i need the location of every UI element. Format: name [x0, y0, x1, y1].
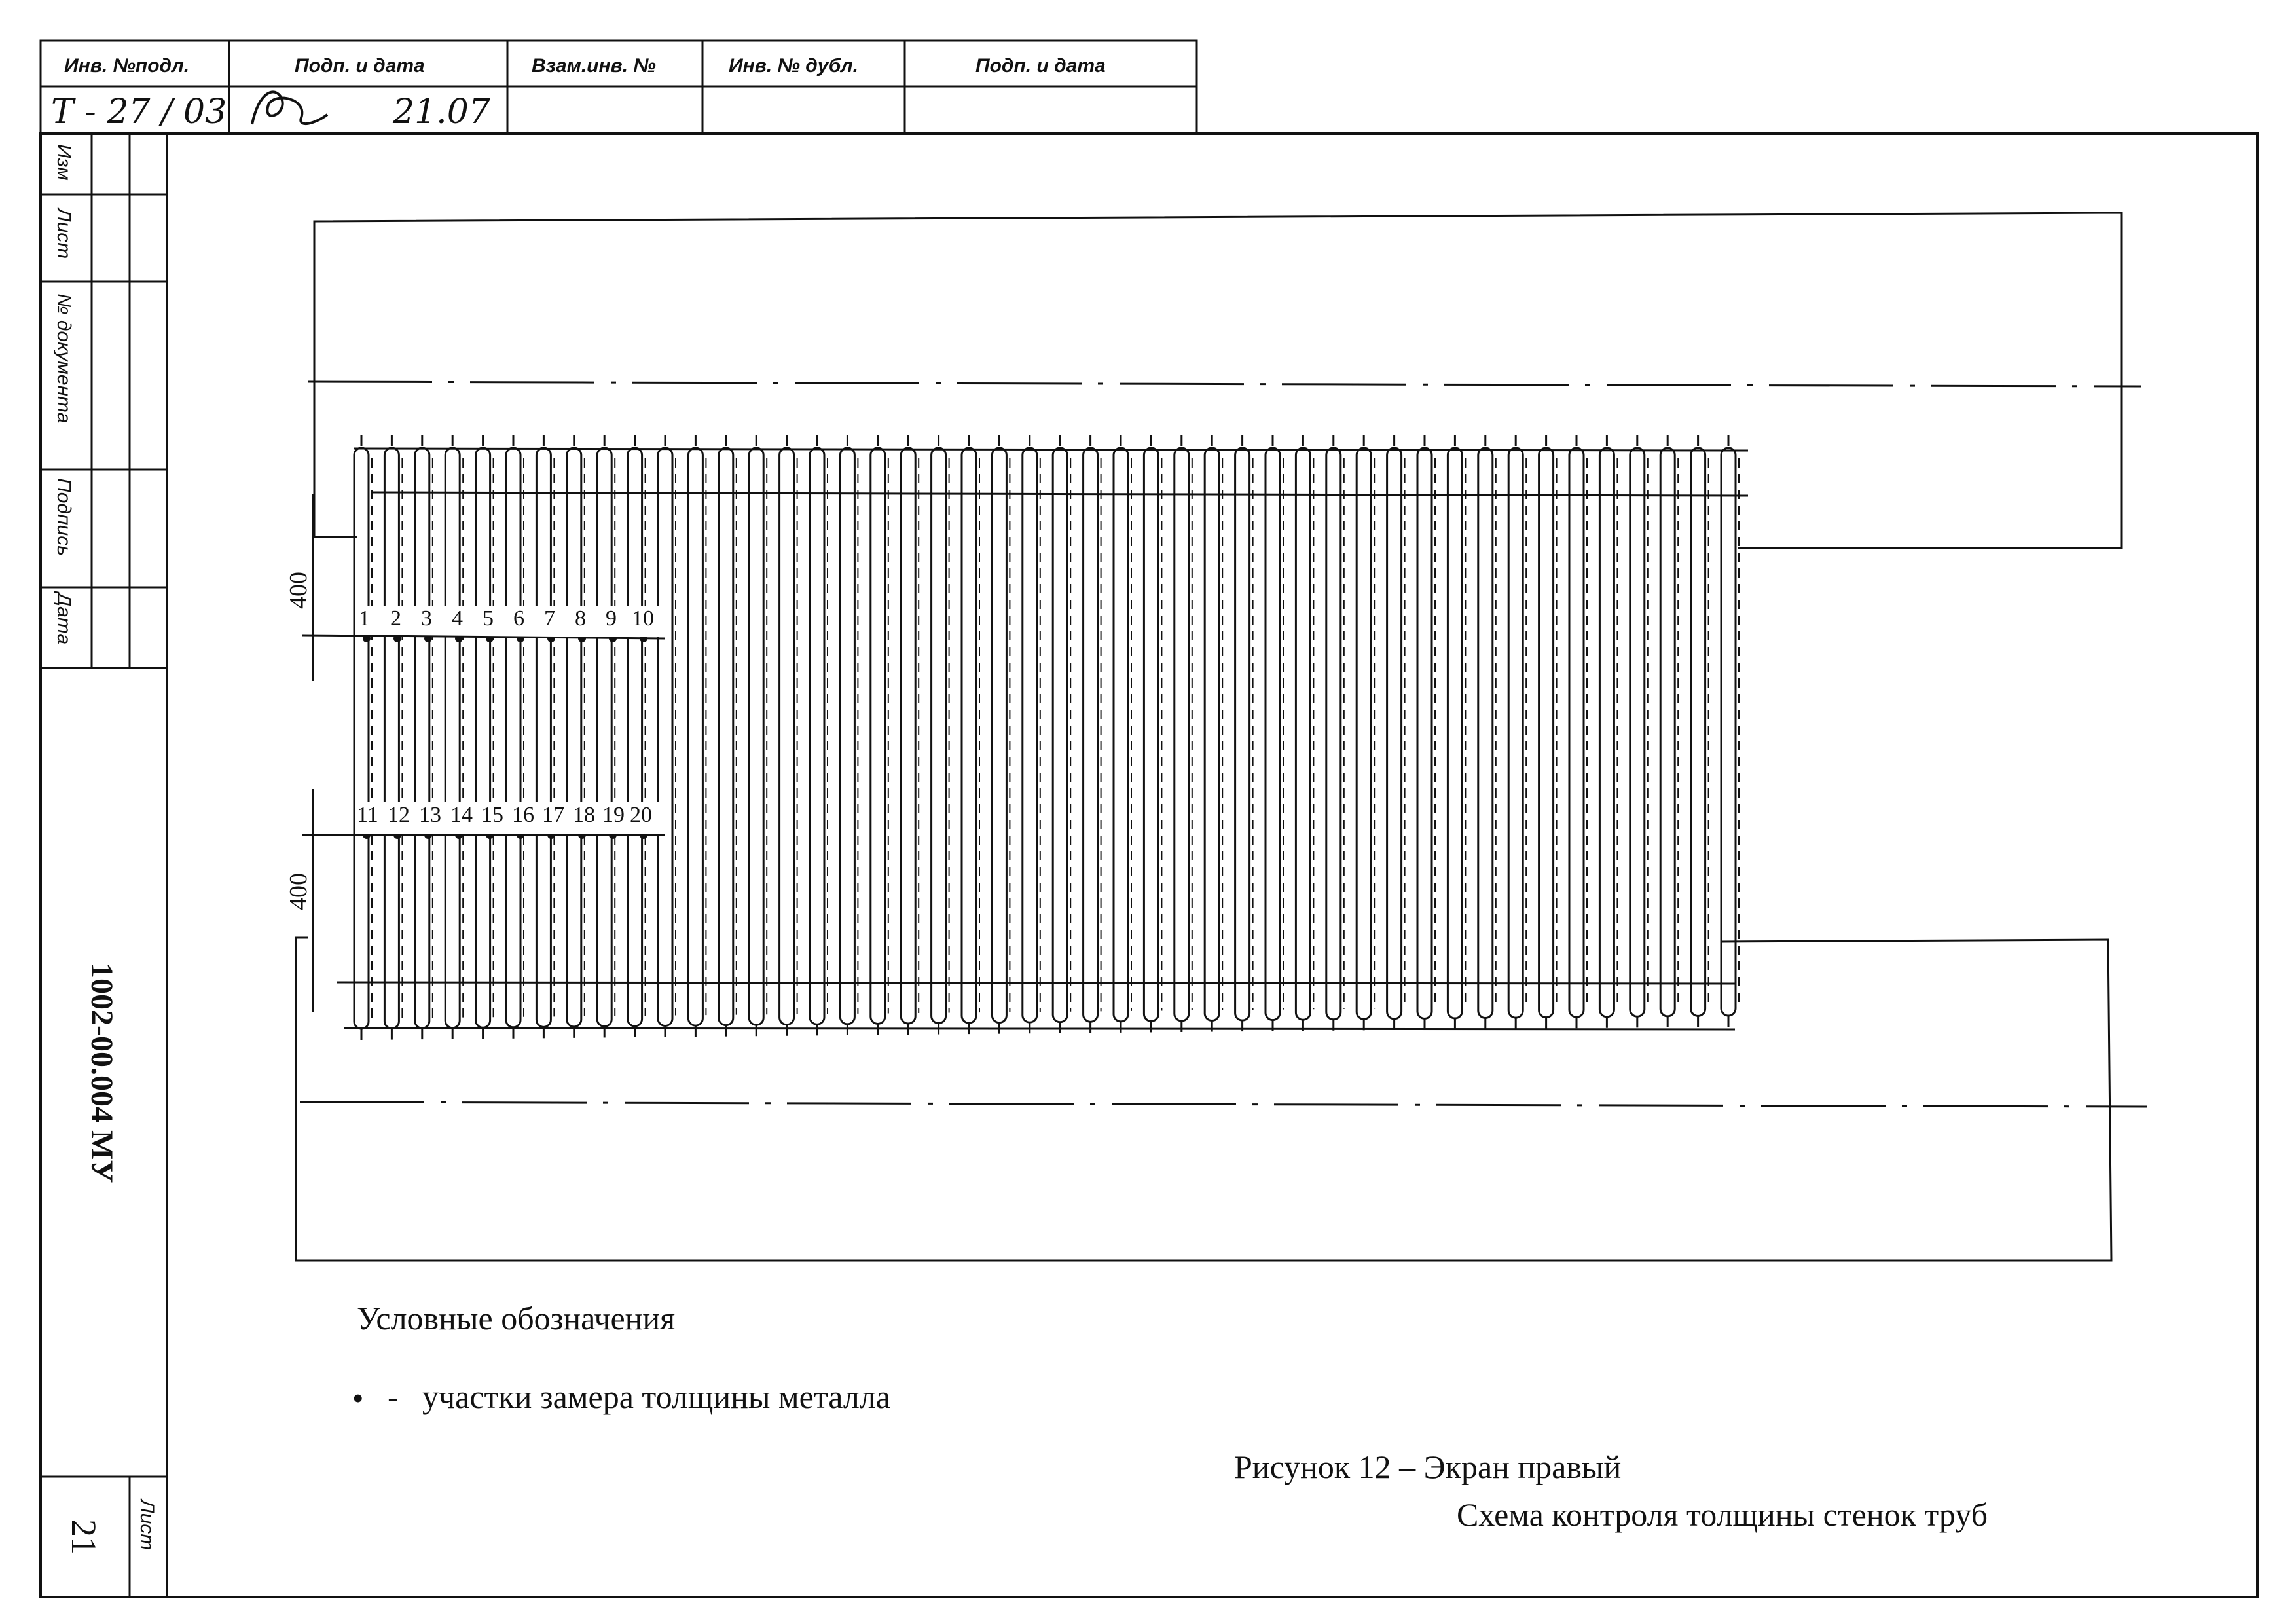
- figure-caption: Рисунок 12 – Экран правый: [1234, 1449, 1622, 1485]
- collector-line: [373, 492, 1748, 496]
- side-stamp-labels: [53, 144, 75, 644]
- tube: [658, 448, 672, 1026]
- dimension-lines: [302, 494, 665, 1012]
- tube: [1266, 448, 1280, 1020]
- side-label-podpis: Подпись: [53, 478, 75, 556]
- point-number: 12: [388, 803, 410, 827]
- stamp-header-podp-data: Подп. и дата: [295, 55, 425, 77]
- point-number: 18: [573, 803, 595, 827]
- tube: [932, 448, 946, 1024]
- point-number: 5: [483, 606, 494, 631]
- tube: [719, 448, 733, 1025]
- tube: [780, 448, 794, 1025]
- point-number: 2: [390, 606, 401, 631]
- tube: [749, 448, 763, 1025]
- center-lines: [300, 382, 2147, 1107]
- tube: [1144, 448, 1158, 1021]
- signature-mark: [252, 92, 327, 124]
- dimension-bottom-label: 400: [285, 873, 312, 910]
- legend-item: участки замера толщины металла: [422, 1378, 891, 1415]
- tube: [1508, 448, 1523, 1018]
- tube: [1387, 448, 1402, 1019]
- figure-subcaption: Схема контроля толщины стенок труб: [1457, 1496, 1988, 1533]
- tube: [1691, 448, 1705, 1016]
- stamp-value-inv-podl: Т - 27 / 03: [51, 92, 227, 132]
- collector-line: [337, 982, 1735, 984]
- point-number: 20: [630, 803, 652, 827]
- point-number: 7: [544, 606, 555, 631]
- side-label-doc-no: № документа: [53, 293, 75, 424]
- point-number: 8: [575, 606, 586, 631]
- legend-bullet: •: [352, 1380, 364, 1416]
- dimension-top-label: 400: [285, 572, 312, 609]
- top-stamp-values: [51, 92, 491, 132]
- tube: [628, 448, 642, 1026]
- collector-line: [354, 449, 1748, 451]
- point-number: 19: [602, 803, 625, 827]
- tube: [901, 448, 915, 1024]
- tube: [1417, 448, 1432, 1018]
- point-number: 6: [513, 606, 524, 631]
- stamp-header-inv-podl: Инв. №подл.: [64, 55, 190, 77]
- tube: [597, 448, 611, 1026]
- point-number: 13: [419, 803, 441, 827]
- tube: [445, 448, 460, 1028]
- legend-title: Условные обозначения: [357, 1300, 676, 1337]
- tube: [1721, 448, 1736, 1016]
- tube: [1175, 448, 1189, 1021]
- tube: [1660, 448, 1675, 1016]
- point-number: 9: [606, 606, 617, 631]
- tube: [567, 448, 581, 1027]
- number-row-background: [357, 606, 665, 637]
- tube: [1630, 448, 1645, 1016]
- point-number: 17: [542, 803, 564, 827]
- document-code: 1002-00.004 МУ: [84, 963, 119, 1183]
- side-label-izm: Изм: [53, 144, 75, 181]
- tube: [506, 448, 520, 1027]
- sheet-number: 21: [64, 1519, 103, 1555]
- tube: [1357, 448, 1371, 1019]
- side-label-data: Дата: [53, 593, 75, 645]
- tube: [1235, 448, 1250, 1020]
- tube: [1539, 448, 1554, 1018]
- tube: [1084, 448, 1098, 1022]
- tube: [1599, 448, 1614, 1017]
- tube: [1569, 448, 1584, 1017]
- point-number: 3: [421, 606, 432, 631]
- tube: [1478, 448, 1493, 1018]
- tube: [476, 448, 490, 1027]
- tube: [1448, 448, 1462, 1018]
- point-number: 16: [512, 803, 534, 827]
- stamp-value-date: 21.07: [393, 92, 490, 132]
- tube: [962, 448, 976, 1023]
- tube: [1205, 448, 1219, 1021]
- main-frame: [41, 134, 2257, 1597]
- tube: [415, 448, 429, 1028]
- legend-dash: -: [388, 1378, 399, 1415]
- tube: [992, 448, 1006, 1023]
- tube: [840, 448, 854, 1024]
- tube: [1023, 448, 1037, 1022]
- tube: [1326, 448, 1341, 1020]
- point-number: 15: [481, 803, 503, 827]
- side-label-list: Лист: [53, 208, 75, 259]
- collector-line: [344, 1028, 1735, 1029]
- tube: [354, 448, 369, 1029]
- tube: [1296, 448, 1310, 1020]
- stamp-header-podp-data-2: Подп. и дата: [975, 55, 1106, 77]
- tube-bundle: [337, 435, 1748, 1040]
- tube: [688, 448, 702, 1025]
- tube: [536, 448, 551, 1027]
- tube: [1053, 448, 1067, 1022]
- point-number: 1: [359, 606, 370, 631]
- point-number: 10: [632, 606, 654, 631]
- top-stamp-headers: [64, 55, 1106, 77]
- tube: [384, 448, 399, 1029]
- tube: [871, 448, 885, 1024]
- sheet-label: Лист: [136, 1500, 158, 1551]
- point-number: 4: [452, 606, 463, 631]
- point-number: 14: [450, 803, 473, 827]
- point-number: 11: [357, 803, 378, 827]
- tube: [810, 448, 824, 1024]
- stamp-header-vzam-inv: Взам.инв. №: [532, 55, 656, 77]
- stamp-header-inv-dubl: Инв. № дубл.: [729, 55, 858, 77]
- tube: [1114, 448, 1128, 1022]
